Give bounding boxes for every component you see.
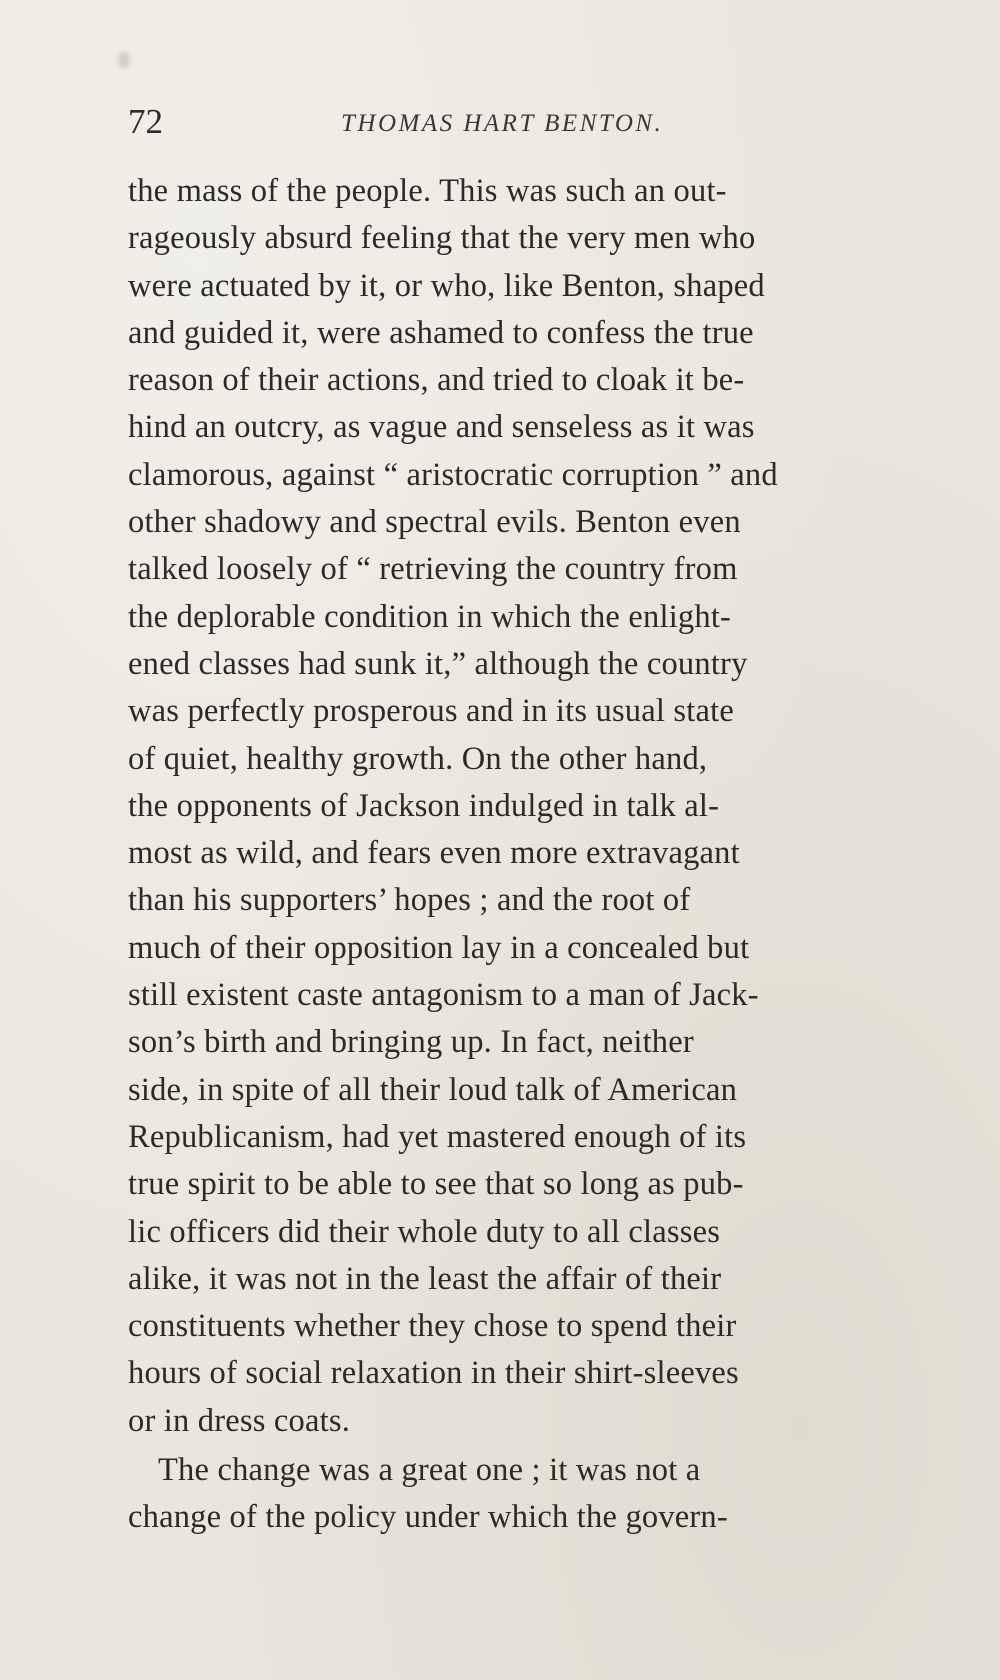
paragraph-1 xyxy=(128,168,940,1445)
text-line: change of the policy under which the govern- xyxy=(128,1499,728,1536)
text-line: side, in spite of all their loud talk of American xyxy=(128,1071,738,1108)
text-line: lic officers did their whole duty to all classes xyxy=(128,1213,721,1250)
text-line: clamorous, against “ aristocratic corruption ” and xyxy=(128,456,778,493)
text-line: the mass of the people. This was such an out- xyxy=(128,173,727,209)
text-line: was perfectly prosperous and in its usual state xyxy=(128,693,734,730)
text-line: talked loosely of “ retrieving the country from xyxy=(128,551,738,588)
text-line: much of their opposition lay in a concealed but xyxy=(128,929,750,966)
paragraph-2 xyxy=(128,1447,940,1542)
page-number: 72 xyxy=(128,102,163,141)
text-line: the opponents of Jackson indulged in talk al- xyxy=(128,787,720,824)
text-line: than his supporters’ hopes ; and the root of xyxy=(128,882,691,919)
text-line: rageously absurd feeling that the very men who xyxy=(128,220,756,257)
body-text xyxy=(128,168,940,1542)
text-line: true spirit to be able to see that so long as pub- xyxy=(128,1166,744,1203)
text-line: ened classes had sunk it,” although the country xyxy=(128,645,748,682)
ink-smudge xyxy=(118,52,130,68)
text-line: Republicanism, had yet mastered enough of its xyxy=(128,1118,747,1155)
text-line: The change was a great one ; it was not a xyxy=(158,1452,701,1489)
text-line: and guided it, were ashamed to confess the true xyxy=(128,314,754,351)
text-line: hind an outcry, as vague and senseless as it was xyxy=(128,409,755,446)
text-line: still existent caste antagonism to a man of Jack- xyxy=(128,977,759,1014)
running-title: THOMAS HART BENTON. xyxy=(341,110,664,137)
text-line: most as wild, and fears even more extravagant xyxy=(128,835,740,872)
text-line: or in dress coats. xyxy=(128,1402,351,1439)
text-line: reason of their actions, and tried to cloak it be- xyxy=(128,362,745,399)
text-line: other shadowy and spectral evils. Benton even xyxy=(128,504,741,541)
text-line: the deplorable condition in which the enlight- xyxy=(128,598,732,635)
text-line: were actuated by it, or who, like Benton, shaped xyxy=(128,267,765,304)
text-line: son’s birth and bringing up. In fact, neither xyxy=(128,1024,694,1061)
text-line: hours of social relaxation in their shirt-sleeves xyxy=(128,1355,739,1392)
running-head xyxy=(128,100,948,144)
text-line: alike, it was not in the least the affair of their xyxy=(128,1260,722,1297)
text-line: constituents whether they chose to spend their xyxy=(128,1308,737,1345)
text-line: of quiet, healthy growth. On the other hand, xyxy=(128,740,708,777)
